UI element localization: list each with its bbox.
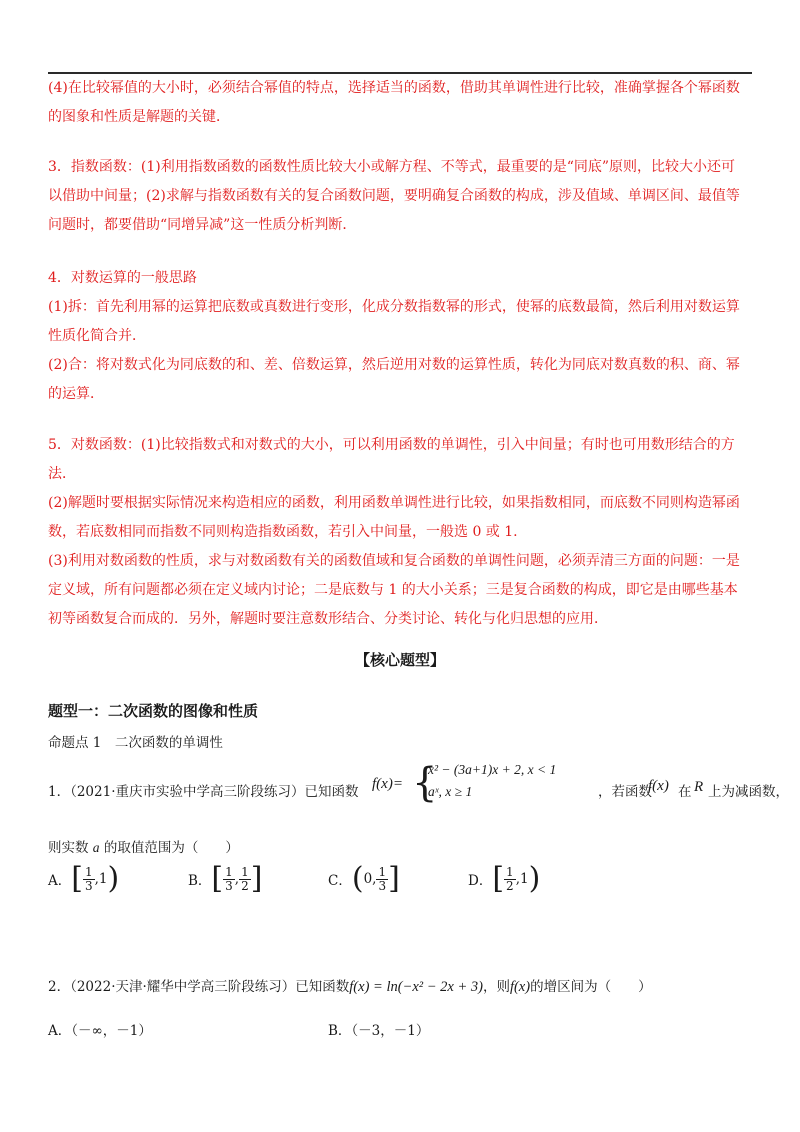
exponential-function-paragraph xyxy=(48,153,754,240)
text-fragment: 的增区间为（ ） xyxy=(530,979,652,995)
text-line: (1)拆：首先利用幂的运算把底数或真数进行变形，化成分数指数幂的形式，使幂的底数最简，然后利用对数运算 xyxy=(48,299,740,315)
denominator: 3 xyxy=(84,878,93,893)
bracket: ) xyxy=(107,861,120,896)
choice-b[interactable] xyxy=(188,861,263,896)
value: 1 xyxy=(98,871,108,887)
bracket: [ xyxy=(71,861,83,896)
text-line: 问题时，都要借助“同增异减”这一性质分析判断． xyxy=(48,217,357,233)
bracket: ( xyxy=(351,861,364,896)
value: 1 xyxy=(519,871,529,887)
text-line: 的图象和性质是解题的关键． xyxy=(48,109,230,125)
text-line: 4．对数运算的一般思路 xyxy=(48,270,197,286)
question-type-heading: 题型一：二次函数的图像和性质 xyxy=(48,702,259,720)
bracket: [ xyxy=(492,861,505,896)
choice-label: D． xyxy=(468,873,493,889)
core-section-title: 【核心题型】 xyxy=(354,651,445,669)
function-name: f(x) xyxy=(648,778,669,794)
choice-label: A． xyxy=(48,873,72,889)
numerator: 1 xyxy=(84,864,93,879)
separator: , xyxy=(372,871,377,887)
text-line: (2)解题时要根据实际情况来构造相应的函数，利用函数单调性进行比较，如果指数相同，而底数不同则构造幂函 xyxy=(48,495,740,511)
separator: , xyxy=(94,871,99,887)
log-operation-paragraph xyxy=(48,264,754,409)
choice-label: A． xyxy=(48,1023,72,1039)
function-name: f(x)= xyxy=(372,776,403,792)
choice-label: C． xyxy=(328,873,352,889)
question-1-line-2 xyxy=(48,836,239,856)
text-fragment: 在 xyxy=(678,784,692,800)
text-fragment: ，则 xyxy=(482,979,510,995)
bracket: ] xyxy=(388,861,400,896)
fraction xyxy=(504,866,516,893)
bracket: ) xyxy=(528,861,541,896)
choice-label: B． xyxy=(328,1023,352,1039)
fraction xyxy=(239,866,251,893)
variable-a: a xyxy=(92,840,100,855)
question-2-prefix: 2．（2022·天津·耀华中学高三阶段练习）已知函数 xyxy=(48,979,350,995)
fraction xyxy=(223,866,235,893)
text-fragment: 则实数 xyxy=(48,840,89,856)
choice-a[interactable] xyxy=(48,1019,152,1039)
piecewise-case-1: x² − (3a+1)x + 2, x < 1 xyxy=(428,762,557,777)
function-formula: f(x) = ln(−x² − 2x + 3) xyxy=(349,979,483,995)
text-line: 以借助中间量；(2)求解与指数函数有关的复合函数问题，要明确复合函数的构成，涉及值域、单调区间、最值等 xyxy=(48,188,740,204)
text-line: 5．对数函数：(1)比较指数式和对数式的大小，可以利用函数的单调性，引入中间量；有时也可用数形结合的方法． xyxy=(48,437,735,482)
choice-b[interactable] xyxy=(328,1019,429,1039)
numerator: 1 xyxy=(225,864,233,879)
text-fragment: 的取值范围为（ ） xyxy=(103,840,239,856)
choice-value: （－∞，－1） xyxy=(71,1023,152,1039)
text-line: (2)合：将对数式化为同底数的和、差、倍数运算，然后逆用对数的运算性质，转化为同底对数真数的积、商、幂 xyxy=(48,357,740,373)
choice-value: （－3，－1） xyxy=(351,1023,430,1039)
value: 0 xyxy=(363,871,373,887)
piecewise-case-2: aˣ, x ≥ 1 xyxy=(428,784,473,799)
numerator: 1 xyxy=(241,864,249,879)
question-2 xyxy=(48,975,652,996)
question-1-prefix: 1．（2021·重庆市实验中学高三阶段练习）已知函数 xyxy=(48,784,359,800)
bracket: [ xyxy=(211,861,224,896)
fraction xyxy=(83,866,95,893)
denominator: 3 xyxy=(378,878,387,893)
numerator: 1 xyxy=(506,864,514,879)
denominator: 2 xyxy=(241,878,249,893)
text-line: 3．指数函数：(1)利用指数函数的函数性质比较大小或解方程、不等式，最重要的是“同底”原则，比较大小还可 xyxy=(48,159,736,175)
piecewise-brace: { xyxy=(412,760,438,806)
question-1 xyxy=(48,760,789,812)
power-compare-paragraph xyxy=(48,74,754,132)
text-line: (3)利用对数函数的性质，求与对数函数有关的函数值域和复合函数的单调性问题，必须弄清三方面的问题：一是 xyxy=(48,553,740,569)
numerator: 1 xyxy=(378,864,387,879)
question-1-suffix: ，若函数 xyxy=(598,784,652,800)
text-line: 性质化简合并． xyxy=(48,328,146,344)
denominator: 2 xyxy=(506,878,514,893)
choice-d[interactable] xyxy=(468,861,541,896)
text-line: 初等函数复合而成的．另外，解题时要注意数形结合、分类讨论、转化与化归思想的应用． xyxy=(48,611,608,627)
bracket: ] xyxy=(250,861,263,896)
text-line: 的运算． xyxy=(48,386,104,402)
function-name: f(x) xyxy=(509,979,531,995)
topic-point-heading: 命题点 1 二次函数的单调性 xyxy=(48,735,223,751)
separator: , xyxy=(515,871,520,887)
text-line: 数，若底数相同而指数不同则构造指数函数，若引入中间量，一般选 0 或 1. xyxy=(48,524,518,540)
text-line: 定义域，所有问题都必须在定义域内讨论；二是底数与 1 的大小关系；三是复合函数的构成，即它是由哪些基本 xyxy=(48,582,738,598)
denominator: 3 xyxy=(225,878,233,893)
choice-label: B． xyxy=(188,873,212,889)
separator: , xyxy=(234,871,240,887)
choice-c[interactable] xyxy=(328,861,400,896)
choice-a[interactable] xyxy=(48,861,120,896)
text-line: (4)在比较幂值的大小时，必须结合幂值的特点，选择适当的函数，借助其单调性进行比较，准确掌握各个幂函数 xyxy=(48,80,740,96)
set-r: R xyxy=(694,779,704,795)
fraction xyxy=(376,866,388,893)
log-function-paragraph xyxy=(48,431,754,634)
text-fragment: 上为减函数， xyxy=(708,784,789,800)
